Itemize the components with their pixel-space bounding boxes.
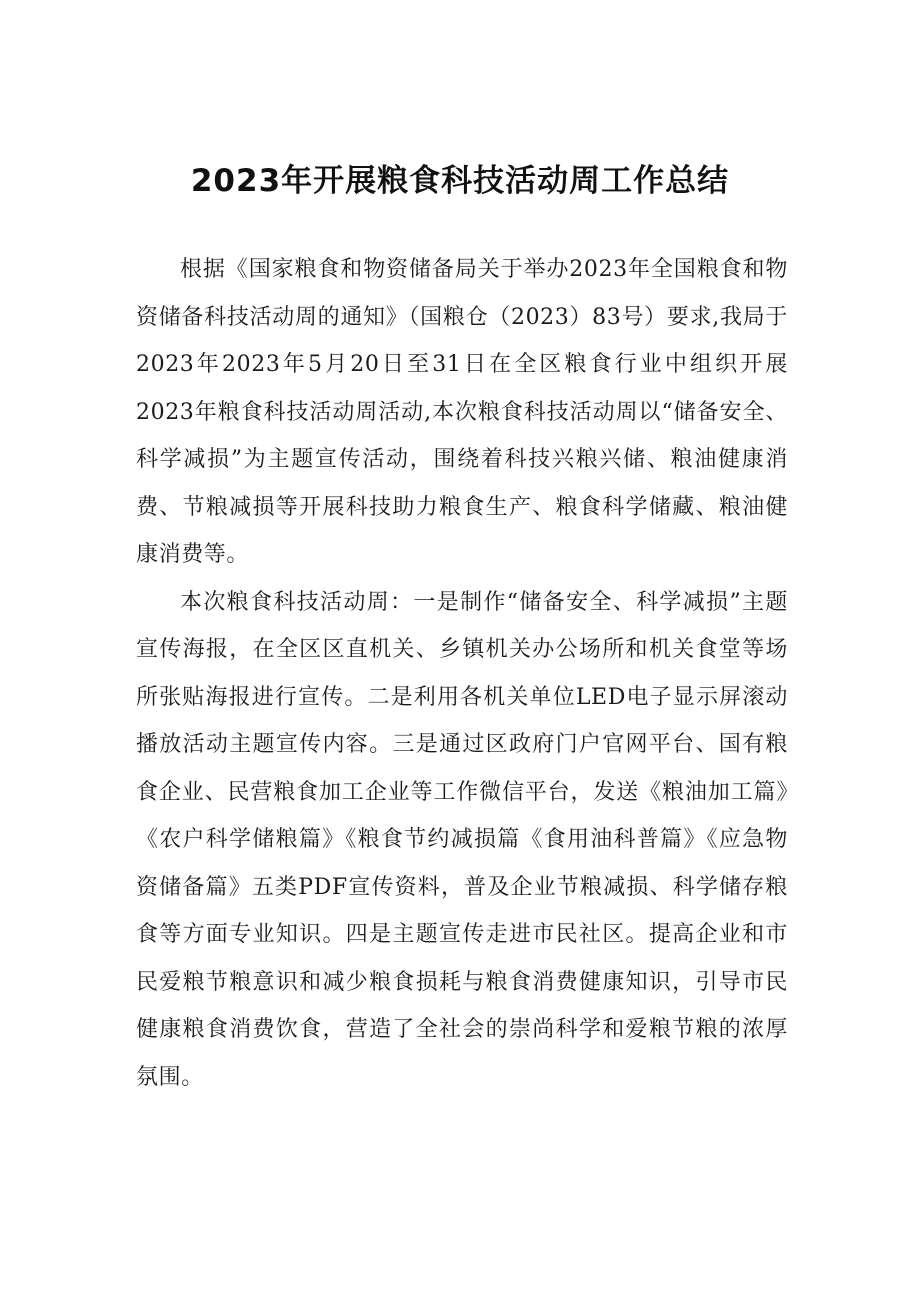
paragraph-1: 根据《国家粮食和物资储备局关于举办2023年全国粮食和物资储备科技活动周的通知》（国粮仓（2023）83号）要求,我局于2023年2023年5月20日至31日在全区粮食行业中组织开展2023年粮食科技活动周活动,本次粮食科技活动周以“储备安全、科学减损”为主题宣传活动，围绕着科技兴粮兴储、粮油健康消费、节粮减损等开展科技助力粮食生产、粮食科学储藏、粮油健康消费等。: [136, 257, 788, 567]
document-body: [136, 246, 788, 1101]
paragraph-2: 本次粮食科技活动周：一是制作“储备安全、科学减损”主题宣传海报，在全区区直机关、乡镇机关办公场所和机关食堂等场所张贴海报进行宣传。二是利用各机关单位LED电子显示屏滚动播放活动主题宣传内容。三是通过区政府门户官网平台、国有粮食企业、民营粮食加工企业等工作微信平台，发送《粮油加工篇》《农户科学储粮篇》《粮食节约减损篇《食用油科普篇》《应急物资储备篇》五类PDF宣传资料，普及企业节粮减损、科学储存粮食等方面专业知识。四是主题宣传走进市民社区。提高企业和市民爱粮节粮意识和减少粮食损耗与粮食消费健康知识，引导市民健康粮食消费饮食，营造了全社会的崇尚科学和爱粮节粮的浓厚氛围。: [136, 589, 788, 1090]
document-title: 2023年开展粮食科技活动周工作总结: [190, 163, 730, 199]
